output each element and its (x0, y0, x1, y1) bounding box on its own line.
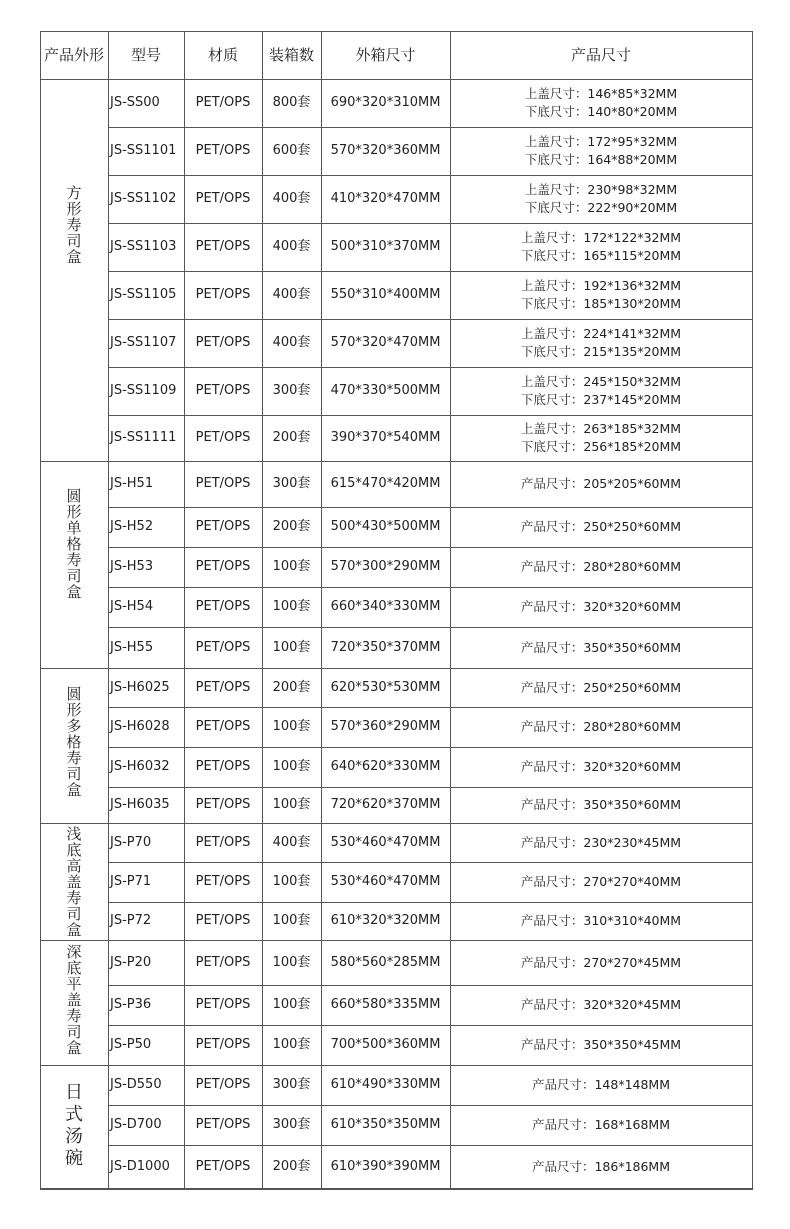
row-divider (108, 415, 752, 416)
cell-qty: 300套 (272, 1117, 311, 1132)
cell-model: JS-SS1105 (110, 287, 177, 302)
row-divider (108, 1105, 752, 1106)
cell-qty: 100套 (272, 954, 311, 970)
cell-carton: 410*320*470MM (330, 191, 441, 206)
product-size: 产品尺寸：230*230*45MM (520, 834, 682, 850)
category-label: 圆形多格寿司盒 (66, 685, 82, 799)
cell-carton: 660*580*335MM (330, 997, 441, 1012)
cell-model: JS-P70 (110, 834, 152, 850)
cell-product-size (450, 823, 752, 862)
row-divider (108, 627, 752, 628)
cell-material: PET/OPS (195, 239, 251, 254)
cell-model: JS-H55 (110, 639, 154, 655)
table-top-border (40, 31, 753, 32)
cell-qty: 100套 (272, 599, 311, 614)
cell-product-size (450, 547, 752, 587)
cell-qty: 100套 (272, 997, 311, 1012)
cell-material: PET/OPS (195, 797, 251, 812)
category-label: 浅底高盖寿司盒 (66, 825, 82, 939)
cell-carton: 640*620*330MM (330, 759, 441, 774)
category-cell (40, 940, 108, 1065)
cell-qty: 400套 (272, 239, 311, 254)
cell-model: JS-H6025 (110, 679, 170, 695)
cell-carton: 620*530*530MM (330, 679, 441, 695)
cell-product-size (450, 367, 752, 415)
cell-product-size (450, 1065, 752, 1105)
category-label: 日式汤碗 (65, 1082, 83, 1169)
base-size: 下底尺寸：215*135*20MM (520, 344, 682, 359)
category-cell (40, 823, 108, 940)
cell-qty: 100套 (272, 1037, 311, 1052)
cell-material: PET/OPS (195, 95, 251, 110)
cell-qty: 300套 (272, 1077, 311, 1092)
cell-model: JS-D550 (110, 1077, 162, 1092)
cell-product-size (450, 902, 752, 940)
row-divider (108, 587, 752, 588)
header-material: 材质 (207, 46, 238, 64)
row-divider (108, 985, 752, 986)
product-size: 产品尺寸：270*270*45MM (520, 954, 682, 970)
cell-model: JS-H53 (110, 559, 154, 574)
cell-material: PET/OPS (195, 559, 251, 574)
lid-size: 上盖尺寸：224*141*32MM (520, 326, 682, 341)
base-size: 下底尺寸：185*130*20MM (520, 296, 682, 311)
cell-product-size (450, 507, 752, 547)
cell-material: PET/OPS (195, 1117, 251, 1132)
cell-carton: 570*300*290MM (330, 559, 441, 574)
product-size: 产品尺寸：148*148MM (531, 1077, 671, 1092)
product-size: 产品尺寸：280*280*60MM (520, 559, 682, 574)
cell-carton: 530*460*470MM (330, 874, 441, 889)
cell-qty: 100套 (272, 559, 311, 574)
cell-material: PET/OPS (195, 759, 251, 774)
lid-size: 上盖尺寸：263*185*32MM (520, 421, 682, 436)
cell-product-size (450, 707, 752, 747)
cell-material: PET/OPS (195, 679, 251, 695)
cell-model: JS-SS1107 (110, 335, 177, 350)
category-label: 圆形单格寿司盒 (66, 487, 82, 601)
category-cell (40, 461, 108, 668)
cell-product-size (450, 985, 752, 1025)
row-divider (108, 1145, 752, 1146)
product-size: 产品尺寸：320*320*45MM (520, 997, 682, 1012)
cell-material: PET/OPS (195, 874, 251, 889)
cell-product-size (450, 127, 752, 175)
header-qty: 装箱数 (268, 46, 314, 64)
cell-model: JS-D1000 (110, 1158, 170, 1174)
cell-carton: 720*350*370MM (330, 639, 441, 655)
column-divider (40, 31, 41, 1188)
cell-model: JS-SS1102 (110, 191, 177, 206)
cell-model: JS-H6028 (110, 719, 170, 734)
cell-model: JS-SS1101 (110, 143, 177, 158)
cell-model: JS-D700 (110, 1117, 162, 1132)
row-divider (108, 271, 752, 272)
row-divider (108, 1025, 752, 1026)
group-divider (40, 79, 752, 80)
cell-model: JS-H54 (110, 599, 154, 614)
row-divider (108, 367, 752, 368)
cell-carton: 720*620*370MM (330, 797, 441, 812)
header-shape: 产品外形 (43, 46, 104, 64)
cell-qty: 800套 (272, 95, 311, 110)
cell-carton: 570*360*290MM (330, 719, 441, 734)
base-size: 下底尺寸：165*115*20MM (520, 248, 682, 263)
product-size: 产品尺寸：320*320*60MM (520, 599, 682, 614)
group-divider (40, 1065, 752, 1066)
cell-carton: 550*310*400MM (330, 287, 441, 302)
column-divider (321, 31, 322, 1188)
cell-model: JS-H6035 (110, 797, 170, 812)
header-size: 产品尺寸 (570, 46, 631, 64)
base-size: 下底尺寸：237*145*20MM (520, 392, 682, 407)
row-divider (108, 787, 752, 788)
cell-product-size (450, 415, 752, 461)
cell-carton: 570*320*470MM (330, 335, 441, 350)
cell-product-size (450, 940, 752, 985)
cell-qty: 200套 (272, 519, 311, 534)
row-divider (108, 127, 752, 128)
category-label: 方形寿司盒 (66, 184, 82, 266)
lid-size: 上盖尺寸：146*85*32MM (524, 86, 678, 101)
cell-material: PET/OPS (195, 335, 251, 350)
cell-carton: 530*460*470MM (330, 834, 441, 850)
header-carton: 外箱尺寸 (355, 46, 416, 64)
cell-product-size (450, 1105, 752, 1145)
cell-carton: 660*340*330MM (330, 599, 441, 614)
category-cell (40, 668, 108, 823)
group-divider (40, 823, 752, 824)
row-divider (108, 902, 752, 903)
cell-material: PET/OPS (195, 287, 251, 302)
product-size: 产品尺寸：350*350*60MM (520, 797, 682, 812)
cell-qty: 100套 (272, 913, 311, 928)
lid-size: 上盖尺寸：172*122*32MM (520, 230, 682, 245)
cell-model: JS-SS1109 (110, 383, 177, 398)
cell-carton: 500*430*500MM (330, 519, 441, 534)
cell-product-size (450, 787, 752, 823)
cell-qty: 100套 (272, 874, 311, 889)
cell-material: PET/OPS (195, 1158, 251, 1174)
cell-qty: 300套 (272, 383, 311, 398)
row-divider (108, 862, 752, 863)
cell-qty: 400套 (272, 834, 311, 850)
cell-material: PET/OPS (195, 430, 251, 445)
cell-material: PET/OPS (195, 519, 251, 534)
cell-material: PET/OPS (195, 599, 251, 614)
cell-material: PET/OPS (195, 913, 251, 928)
column-divider (184, 31, 185, 1188)
table-bottom-border (40, 1188, 753, 1190)
row-divider (108, 319, 752, 320)
lid-size: 上盖尺寸：245*150*32MM (520, 374, 682, 389)
cell-product-size (450, 461, 752, 507)
category-cell (40, 79, 108, 461)
cell-qty: 600套 (272, 143, 311, 158)
cell-qty: 200套 (272, 679, 311, 695)
cell-material: PET/OPS (195, 639, 251, 655)
cell-material: PET/OPS (195, 719, 251, 734)
cell-carton: 610*490*330MM (330, 1077, 441, 1092)
cell-material: PET/OPS (195, 143, 251, 158)
category-label: 深底平盖寿司盒 (66, 943, 82, 1057)
cell-model: JS-SS1111 (110, 430, 177, 445)
cell-qty: 200套 (272, 1158, 311, 1174)
cell-product-size (450, 1025, 752, 1065)
group-divider (40, 940, 752, 941)
cell-product-size (450, 627, 752, 668)
cell-product-size (450, 223, 752, 271)
lid-size: 上盖尺寸：192*136*32MM (520, 278, 682, 293)
base-size: 下底尺寸：222*90*20MM (524, 200, 678, 215)
cell-material: PET/OPS (195, 476, 251, 491)
cell-product-size (450, 587, 752, 627)
row-divider (108, 223, 752, 224)
group-divider (40, 668, 752, 669)
cell-carton: 580*560*285MM (330, 954, 441, 970)
cell-model: JS-P72 (110, 913, 152, 928)
column-divider (262, 31, 263, 1188)
cell-carton: 390*370*540MM (330, 430, 441, 445)
cell-carton: 500*310*370MM (330, 239, 441, 254)
cell-material: PET/OPS (195, 834, 251, 850)
cell-material: PET/OPS (195, 954, 251, 970)
cell-model: JS-P36 (110, 997, 152, 1012)
cell-product-size (450, 668, 752, 707)
cell-product-size (450, 175, 752, 223)
cell-carton: 570*320*360MM (330, 143, 441, 158)
product-size: 产品尺寸：280*280*60MM (520, 719, 682, 734)
cell-product-size (450, 79, 752, 127)
cell-carton: 470*330*500MM (330, 383, 441, 398)
cell-qty: 200套 (272, 430, 311, 445)
cell-material: PET/OPS (195, 997, 251, 1012)
product-size: 产品尺寸：250*250*60MM (520, 679, 682, 695)
cell-carton: 610*390*390MM (330, 1158, 441, 1174)
column-divider (450, 31, 451, 1188)
cell-qty: 100套 (272, 797, 311, 812)
cell-material: PET/OPS (195, 1077, 251, 1092)
base-size: 下底尺寸：256*185*20MM (520, 439, 682, 454)
column-divider (108, 31, 109, 1188)
product-size: 产品尺寸：350*350*60MM (520, 639, 682, 655)
lid-size: 上盖尺寸：172*95*32MM (524, 134, 678, 149)
cell-product-size (450, 862, 752, 902)
cell-material: PET/OPS (195, 1037, 251, 1052)
cell-qty: 300套 (272, 476, 311, 491)
cell-material: PET/OPS (195, 191, 251, 206)
cell-model: JS-SS00 (110, 95, 160, 110)
row-divider (108, 547, 752, 548)
product-size: 产品尺寸：168*168MM (531, 1117, 671, 1132)
cell-model: JS-H52 (110, 519, 154, 534)
cell-qty: 100套 (272, 759, 311, 774)
cell-product-size (450, 1145, 752, 1188)
cell-carton: 615*470*420MM (330, 476, 441, 491)
base-size: 下底尺寸：164*88*20MM (524, 152, 678, 167)
cell-carton: 690*320*310MM (330, 95, 441, 110)
cell-qty: 400套 (272, 287, 311, 302)
cell-qty: 400套 (272, 191, 311, 206)
product-size: 产品尺寸：350*350*45MM (520, 1037, 682, 1052)
cell-product-size (450, 271, 752, 319)
cell-material: PET/OPS (195, 383, 251, 398)
category-cell (40, 1065, 108, 1188)
cell-model: JS-P50 (110, 1037, 152, 1052)
cell-model: JS-P20 (110, 954, 152, 970)
row-divider (108, 747, 752, 748)
lid-size: 上盖尺寸：230*98*32MM (524, 182, 678, 197)
row-divider (108, 507, 752, 508)
cell-qty: 400套 (272, 335, 311, 350)
cell-model: JS-H6032 (110, 759, 170, 774)
cell-carton: 700*500*360MM (330, 1037, 441, 1052)
product-size: 产品尺寸：270*270*40MM (520, 874, 682, 889)
base-size: 下底尺寸：140*80*20MM (524, 104, 678, 119)
product-size: 产品尺寸：205*205*60MM (520, 476, 682, 491)
product-size: 产品尺寸：186*186MM (531, 1158, 671, 1174)
product-size: 产品尺寸：250*250*60MM (520, 519, 682, 534)
cell-qty: 100套 (272, 719, 311, 734)
cell-product-size (450, 747, 752, 787)
row-divider (108, 707, 752, 708)
group-divider (40, 461, 752, 462)
cell-carton: 610*320*320MM (330, 913, 441, 928)
product-size: 产品尺寸：320*320*60MM (520, 759, 682, 774)
cell-carton: 610*350*350MM (330, 1117, 441, 1132)
cell-model: JS-H51 (110, 476, 154, 491)
header-model: 型号 (130, 46, 161, 64)
cell-qty: 100套 (272, 639, 311, 655)
cell-model: JS-P71 (110, 874, 152, 889)
cell-product-size (450, 319, 752, 367)
row-divider (108, 175, 752, 176)
cell-model: JS-SS1103 (110, 239, 177, 254)
column-divider (752, 31, 753, 1188)
product-size: 产品尺寸：310*310*40MM (520, 913, 682, 928)
